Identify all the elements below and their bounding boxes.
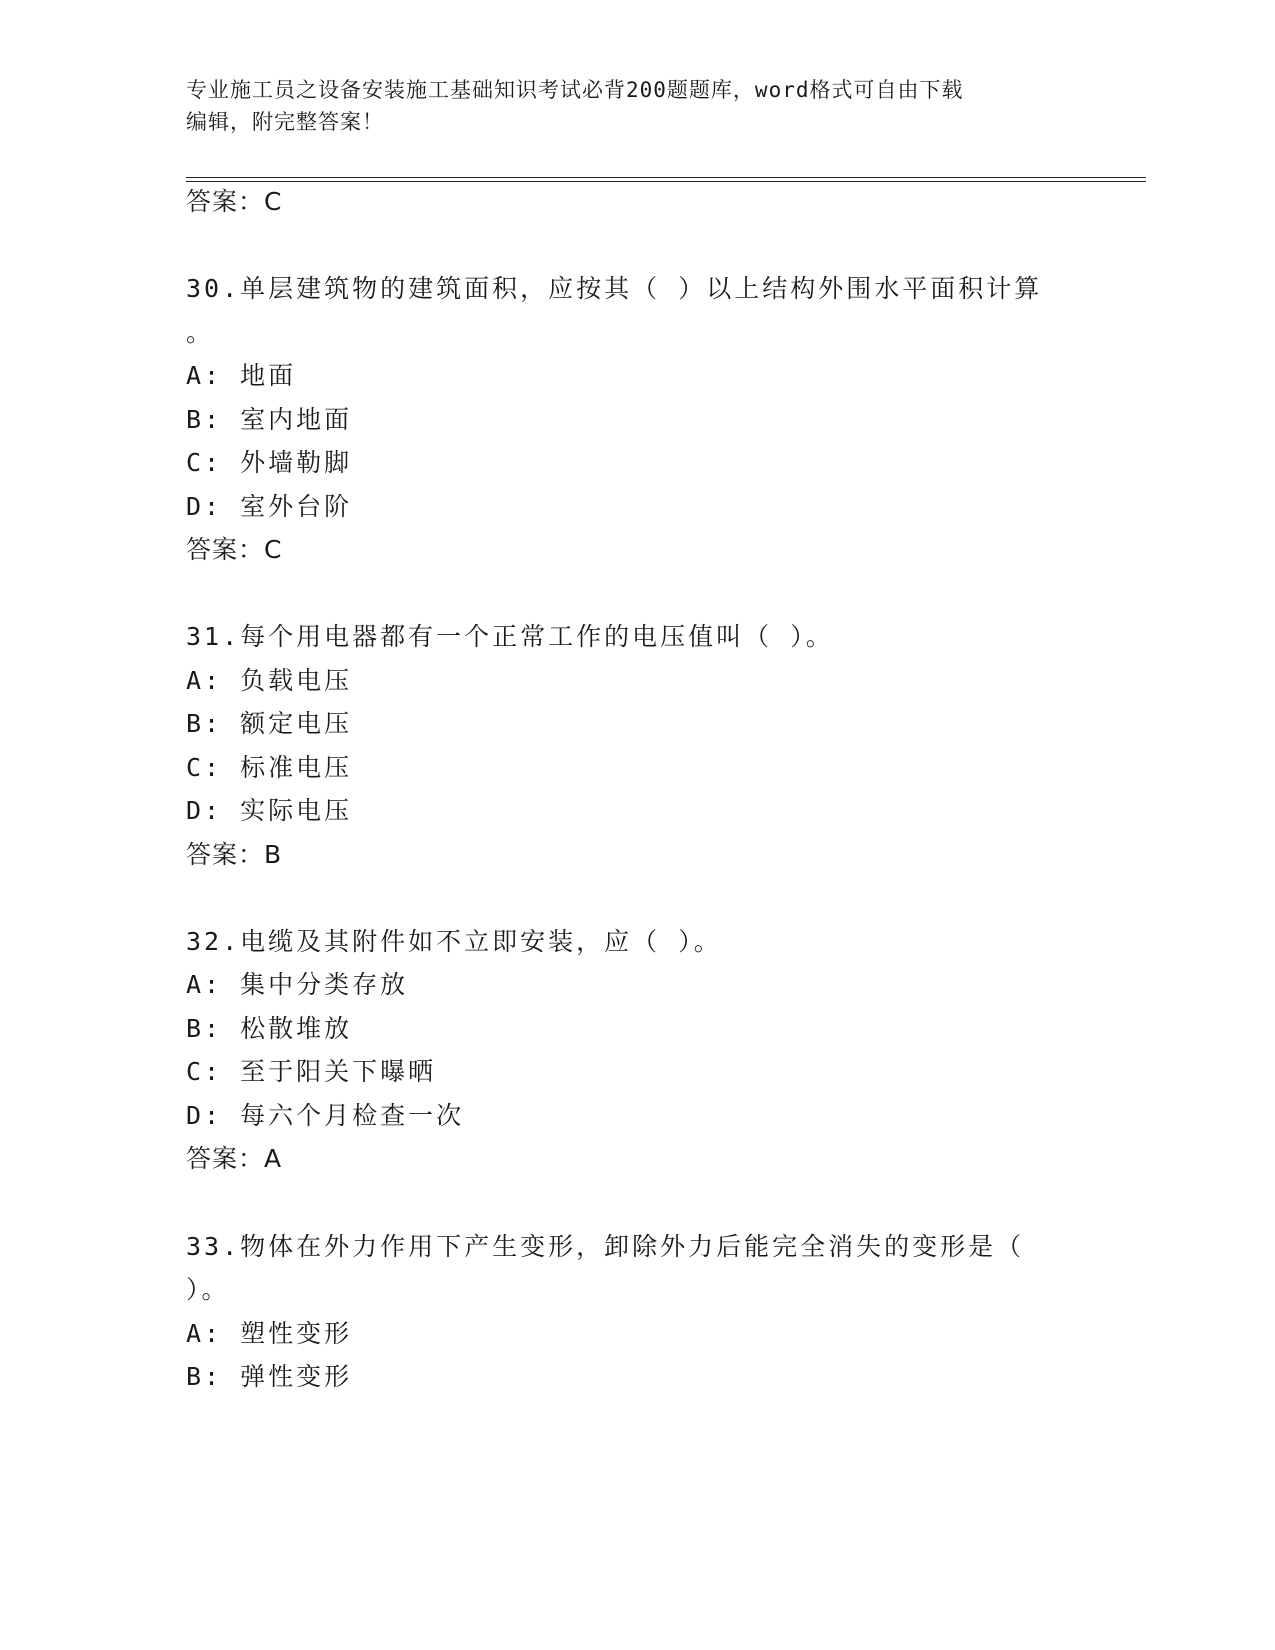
- header-line-1: 专业施工员之设备安装施工基础知识考试必背200题题库，word格式可自由下载: [186, 78, 964, 102]
- question-31-option-c: C: 标准电压: [186, 753, 353, 782]
- question-32-option-d: D: 每六个月检查一次: [186, 1101, 465, 1130]
- question-33-stem: 33.物体在外力作用下产生变形，卸除外力后能完全消失的变形是（: [186, 1232, 1025, 1261]
- question-32-stem: 32.电缆及其附件如不立即安装，应（ ）。: [186, 927, 722, 956]
- question-30-option-b: B: 室内地面: [186, 405, 353, 434]
- question-31-option-b: B: 额定电压: [186, 709, 353, 738]
- header-line-2: 编辑，附完整答案！: [186, 110, 384, 134]
- question-31-option-d: D: 实际电压: [186, 796, 353, 825]
- document-page: [186, 0, 1146, 1650]
- question-30-option-c: C: 外墙勒脚: [186, 448, 353, 477]
- document-header: [186, 74, 1086, 138]
- question-32-answer: 答案：A: [186, 1144, 283, 1173]
- question-32-option-b: B: 松散堆放: [186, 1014, 353, 1043]
- question-30-stem: 30.单层建筑物的建筑面积，应按其（ ）以上结构外围水平面积计算: [186, 274, 1043, 303]
- header-rule-bottom: [186, 181, 1146, 182]
- header-rule-top: [186, 177, 1146, 178]
- question-33-option-a: A: 塑性变形: [186, 1319, 353, 1348]
- question-31-option-a: A: 负载电压: [186, 666, 353, 695]
- question-32-option-c: C: 至于阳关下曝晒: [186, 1057, 437, 1086]
- question-30-answer: 答案：C: [186, 535, 283, 564]
- previous-answer: 答案：C: [186, 187, 283, 216]
- question-30-option-a: A: 地面: [186, 361, 297, 390]
- question-30-stem-continued: 。: [186, 318, 215, 347]
- question-32-option-a: A: 集中分类存放: [186, 970, 409, 999]
- question-33-option-b: B: 弹性变形: [186, 1362, 353, 1391]
- question-31-stem: 31.每个用电器都有一个正常工作的电压值叫（ ）。: [186, 622, 834, 651]
- question-30-option-d: D: 室外台阶: [186, 492, 353, 521]
- question-31-answer: 答案：B: [186, 840, 283, 869]
- question-33-stem-continued: ）。: [186, 1275, 230, 1304]
